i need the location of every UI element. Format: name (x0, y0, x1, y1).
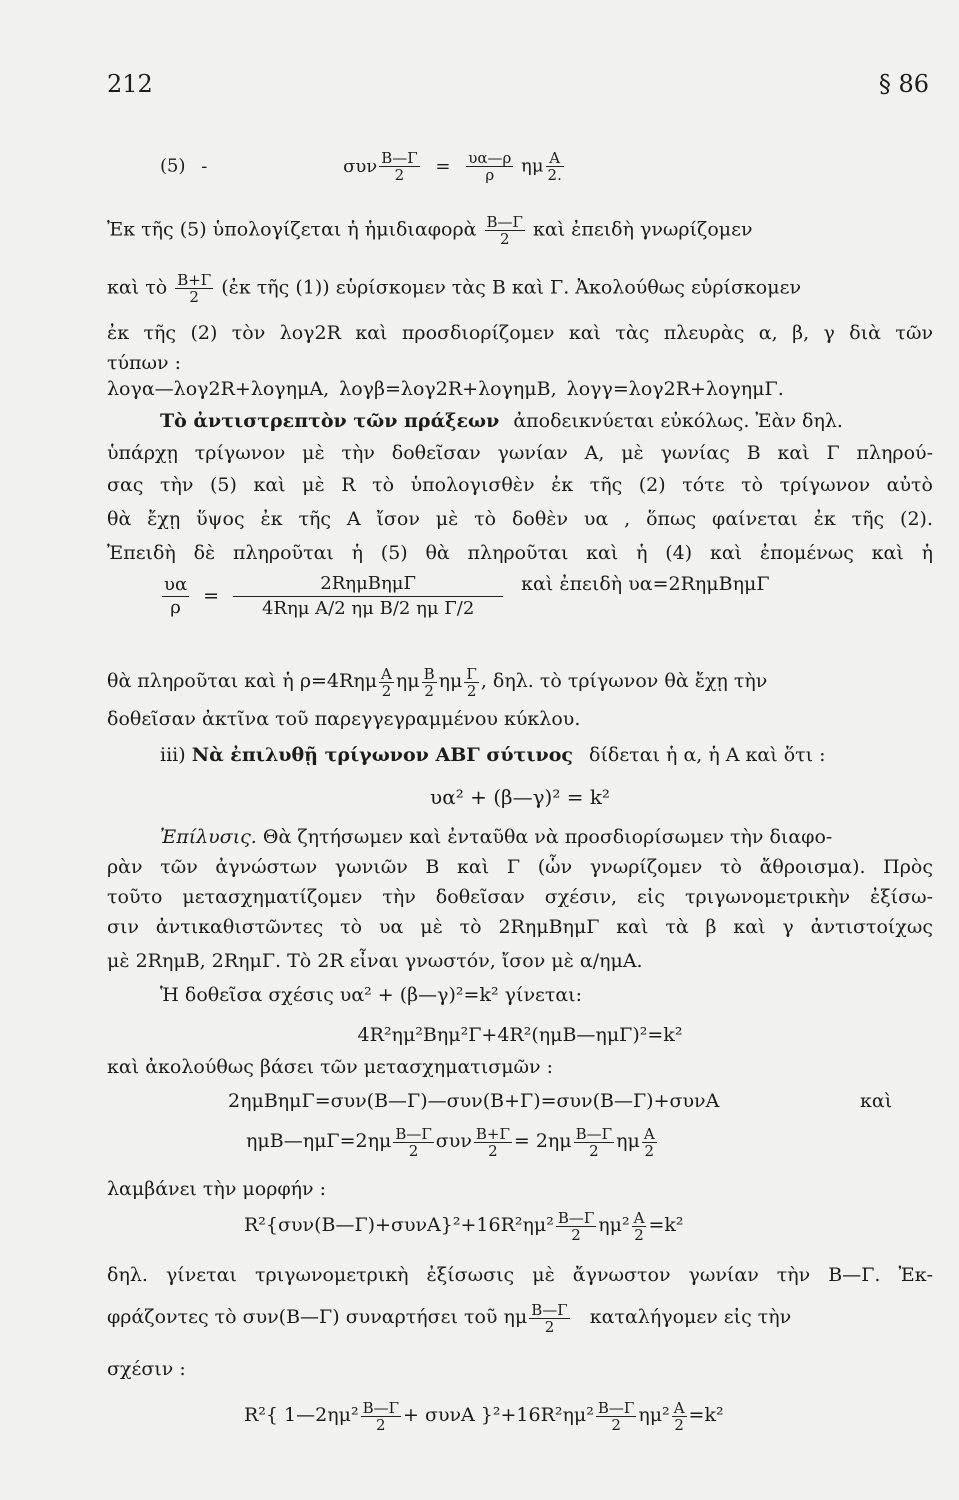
fraction: $\frac{A}{2}$ (381, 664, 392, 699)
fraction: $\frac{\upsilon\alpha—\rho}{\rho}$ (468, 149, 512, 184)
equation-line: 4R²ημ²Bημ²Γ+4R²(ημB—ημΓ)²=k² (357, 1024, 683, 1046)
fraction: $\frac{B}{2}$ (423, 664, 435, 699)
text-line: Ἐπίλυσις. Θὰ ζητήσωμεν καὶ ἐνταῦθα νὰ προσδιορίσωμεν τὴν διαφο- (160, 826, 833, 848)
text-line: Τὸ ἀντιστρεπτὸν τῶν πράξεων ἀποδεικνύεται εὐκόλως. Ἐὰν δηλ. (160, 410, 843, 432)
fraction: $\frac{A}{2.}$ (547, 149, 562, 184)
fraction: $\frac{B—\Gamma}{2}$ (381, 149, 418, 184)
fraction: $\frac{B—\Gamma}{2}$ (531, 1300, 568, 1335)
fraction: $\frac{B—\Gamma}{2}$ (575, 1124, 613, 1159)
text-line: θὰ ἔχῃ ὕψος ἐκ τῆς A ἴσον μὲ τὸ δοθὲν υα , ὅπως φαίνεται ἐκ τῆς (2). (107, 508, 933, 530)
text-line: Ἡ δοθεῖσα σχέσις υα² + (β—γ)²=k² γίνεται: (160, 984, 583, 1006)
fraction: $\frac{B+\Gamma}{2}$ (475, 1124, 510, 1159)
text-line: ὑπάρχῃ τρίγωνον μὲ τὴν δοθεῖσαν γωνίαν A, μὲ γωνίας B καὶ Γ πληρού- (107, 442, 933, 464)
text-line: λαμβάνει τὴν μορφήν : (107, 1178, 327, 1200)
fraction: $\frac{A}{2}$ (643, 1124, 655, 1159)
fraction: $\frac{B+\Gamma}{2}$ (177, 272, 212, 305)
text-line: μὲ 2RημB, 2RημΓ. Τὸ 2R εἶναι γνωστόν, ἴσον μὲ α/ημA. (107, 950, 643, 972)
text-line: φράζοντες τὸ συν(B—Γ) συναρτήσει τοῦ ημ $\frac{B—\Gamma}{2}$ καταλήγομεν εἰς τὴν (107, 1300, 792, 1335)
fraction: $\frac{\text{2RημBημΓ}}{\text{4Rημ A/2 ημ B/2 ημ Γ/2}}$ (233, 572, 503, 621)
given-relation: υα² + (β—γ)² = k² (430, 785, 610, 809)
page-number: 212 (107, 70, 153, 98)
text-line: δηλ. γίνεται τριγωνομετρικὴ ἐξίσωσις μὲ ἄγνωστον γωνίαν τὴν B—Γ. Ἐκ- (107, 1264, 933, 1286)
text-line: καὶ (860, 1090, 893, 1112)
text-line: τοῦτο μετασχηματίζομεν τὴν δοθεῖσαν σχέσιν, εἰς τριγωνομετρικὴν ἐξίσω- (107, 886, 933, 908)
fraction: $\frac{B—\Gamma}{2}$ (557, 1208, 595, 1243)
text-line: ρὰν τῶν ἀγνώστων γωνιῶν B καὶ Γ (ὧν γνωρίζομεν τὸ ἄθροισμα). Πρὸς (107, 856, 933, 878)
equation-line: R²{συν(B—Γ)+συνA}²+16R²ημ² $\frac{B—\Gamma}{2}$ ημ² $\frac{A}{2}$ =k² (244, 1208, 684, 1243)
equation-radius: $\frac{\upsilon\alpha}{\rho}$ = $\frac{\text{2RημBημΓ}}{\text{4Rημ A/2 ημ B/2 ημ Γ/2}}$ καὶ ἐπειδὴ υα=2RημBημΓ (164, 572, 770, 619)
text-line: Ἐκ τῆς (5) ὑπολογίζεται ἡ ἡμιδιαφορὰ $\frac{B—\Gamma}{2}$ καὶ ἐπειδὴ γνωρίζομεν (107, 214, 753, 247)
text-line: σιν ἀντικαθιστῶντες τὸ υα μὲ τὸ 2RημBημΓ καὶ τὰ β καὶ γ ἀντιστοίχως (107, 916, 933, 938)
fraction: $\frac{B—\Gamma}{2}$ (362, 1398, 400, 1433)
fraction: $\frac{B—\Gamma}{2}$ (395, 1124, 432, 1159)
section-number: § 86 (878, 70, 929, 98)
text-line: Ἐπειδὴ δὲ πληροῦται ἡ (5) θὰ πληροῦται καὶ ἡ (4) καὶ ἐπομένως καὶ ἡ (107, 542, 933, 564)
fraction: $\frac{A}{2}$ (633, 1208, 645, 1243)
equation-5: (5) - συν $\frac{B—\Gamma}{2}$ = $\frac{\upsilon\alpha—\rho}{\rho}$ ημ $\frac{A}{2.}$ (160, 149, 562, 184)
text-line: καὶ ἀκολούθως βάσει τῶν μετασχηματισμῶν : (107, 1056, 554, 1078)
text-line: ἐκ τῆς (2) τὸν λογ2R καὶ προσδιορίζομεν καὶ τὰς πλευρὰς α, β, γ διὰ τῶν (107, 322, 933, 344)
text-line: λογα—λογ2R+λογημA, λογβ=λογ2R+λογημB, λογγ=λογ2R+λογημΓ. (107, 378, 784, 400)
fraction: $\frac{B—\Gamma}{2}$ (597, 1398, 635, 1433)
text-line: σχέσιν : (107, 1358, 186, 1380)
equation-line: ημB—ημΓ=2ημ $\frac{B—\Gamma}{2}$ συν $\frac{B+\Gamma}{2}$ = 2ημ $\frac{B—\Gamma}{2}$ ημ $\frac{A}{2}$ (246, 1124, 655, 1159)
fraction: $\frac{\upsilon\alpha}{\rho}$ (164, 574, 188, 618)
text-line: σας τὴν (5) καὶ μὲ R τὸ ὑπολογισθὲν ἐκ τῆς (2) τότε τὸ τρίγωνον αὐτὸ (107, 474, 933, 496)
text-line: δοθεῖσαν ἀκτῖνα τοῦ παρεγγεγραμμένου κύκλου. (107, 708, 581, 730)
text-line: τύπων : (107, 352, 182, 374)
fraction: $\frac{A}{2}$ (673, 1398, 685, 1433)
text-line: καὶ τὸ $\frac{B+\Gamma}{2}$ (ἐκ τῆς (1)) εὑρίσκομεν τὰς B καὶ Γ. Ἀκολούθως εὑρίσκομεν (107, 272, 801, 305)
text-line: θὰ πληροῦται καὶ ἡ ρ=4Rημ $\frac{A}{2}$ ημ $\frac{B}{2}$ ημ $\frac{\Gamma}{2}$ , δηλ. τὸ τρίγωνον θὰ ἔχῃ τὴν (107, 664, 768, 699)
problem-statement: iii) Νὰ ἐπιλυθῇ τρίγωνον ABΓ σύτινος δίδεται ἡ α, ἡ A καὶ ὅτι : (160, 744, 826, 766)
equation-line: R²{ 1—2ημ² $\frac{B—\Gamma}{2}$ + συνA }²+16R²ημ² $\frac{B—\Gamma}{2}$ ημ² $\frac{A}{2}$ =k² (244, 1398, 724, 1433)
fraction: $\frac{B—\Gamma}{2}$ (486, 214, 523, 247)
fraction: $\frac{\Gamma}{2}$ (466, 664, 477, 699)
equation-line: 2ημBημΓ=συν(B—Γ)—συν(B+Γ)=συν(B—Γ)+συνA (228, 1090, 720, 1112)
